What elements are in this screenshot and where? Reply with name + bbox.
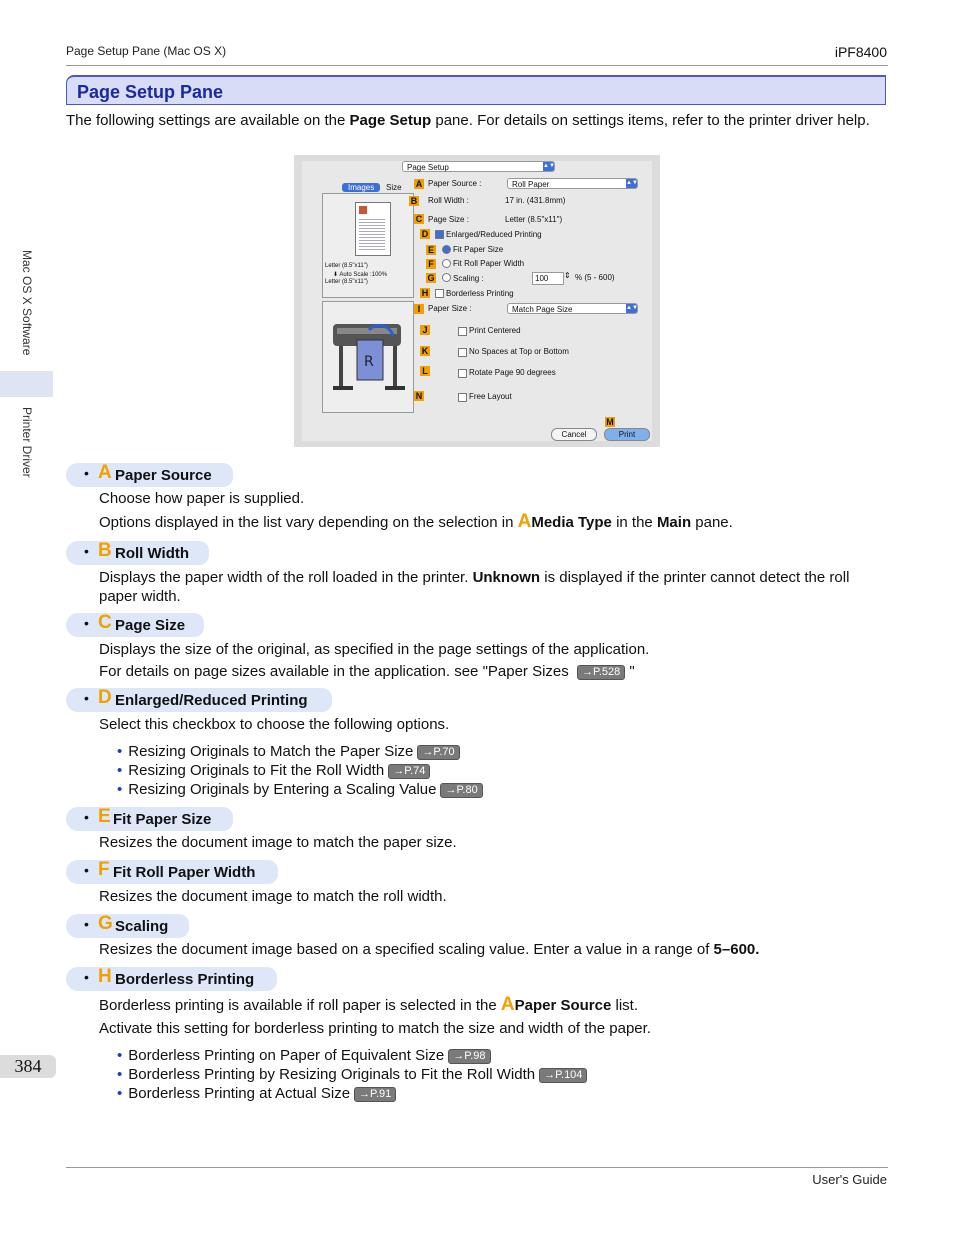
callout-tag-i: I [414, 304, 424, 314]
callout-tag-k: K [421, 346, 429, 356]
callout-tag-d: D [421, 229, 429, 239]
preview-pane [322, 193, 414, 298]
borderless-note: Activate this setting for borderless printing to match the size and width of the paper. [99, 1020, 651, 1037]
scaling-desc [99, 940, 759, 959]
desc-text-end: list. [611, 997, 638, 1014]
bullet-icon: • [84, 690, 89, 706]
running-header-model: iPF8400 [834, 44, 887, 60]
print-centered-checkbox[interactable] [458, 327, 467, 336]
callout-tag-n: N [415, 391, 423, 401]
fit-paper-label: Fit Paper Size [453, 245, 504, 254]
list-item-text: Borderless Printing on Paper of Equivalent Size [128, 1047, 445, 1064]
paper-size-value: Match Page Size [512, 305, 573, 314]
callout-tag-e: E [427, 245, 434, 255]
bullet-icon: • [84, 916, 89, 932]
scaling-range: % (5 - 600) [575, 273, 615, 282]
note-bold: Media Type [531, 514, 612, 531]
callout-tag-l: L [420, 366, 430, 376]
desc-bold: Unknown [472, 569, 541, 586]
page-size-ref-line [99, 662, 635, 681]
item-letter: D [98, 687, 112, 708]
preview-image-icon [359, 206, 367, 214]
paper-source-desc: Choose how paper is supplied. [99, 490, 305, 507]
page-size-value: Letter (8.5"x11") [505, 215, 563, 224]
scaling-label: Scaling : [453, 274, 484, 283]
dialog-panel [302, 161, 652, 441]
paper-source-label: Paper Source : [428, 179, 482, 188]
list-item [117, 780, 483, 799]
item-heading-fit-roll-width [66, 860, 278, 884]
paper-size-select[interactable] [507, 303, 638, 314]
roll-width-label: Roll Width : [428, 196, 469, 205]
item-label: Paper Source [115, 467, 212, 484]
fit-paper-desc: Resizes the document image to match the paper size. [99, 834, 457, 851]
bullet-icon: • [84, 543, 89, 559]
note-text-mid: in the [611, 514, 657, 531]
page-title: Page Setup Pane [77, 82, 224, 102]
callout-tag-b: B [410, 196, 418, 206]
list-item-text: Resizing Originals to Match the Paper Size [128, 743, 414, 760]
side-label-section: Mac OS X Software [20, 250, 34, 356]
borderless-desc [99, 995, 638, 1015]
page-setup-popup[interactable] [402, 161, 555, 172]
bullet-icon: • [84, 862, 89, 878]
fit-paper-radio[interactable] [442, 245, 451, 254]
item-heading-roll-width [66, 541, 209, 565]
page-reference-link[interactable]: →P.528 [577, 665, 625, 680]
popup-label: Page Setup [407, 163, 449, 172]
item-letter: B [98, 540, 112, 561]
list-item-text: Borderless Printing at Actual Size [128, 1085, 351, 1102]
item-heading-fit-paper-size [66, 807, 233, 831]
paper-size-label: Paper Size : [428, 304, 472, 313]
item-label: Fit Paper Size [113, 811, 212, 828]
note-bold-main: Main [656, 514, 692, 531]
intro-text: The following settings are available on the [66, 112, 350, 129]
select-arrows-icon: ▲▼ [626, 305, 638, 311]
item-label: Page Size [115, 617, 186, 634]
page-number: 384 [0, 1055, 56, 1078]
callout-tag-j: J [420, 325, 430, 335]
bullet-icon: • [117, 1085, 123, 1102]
intro-text-end: pane. For details on settings items, refer to the printer driver help. [431, 112, 870, 129]
bullet-icon: • [117, 762, 123, 779]
list-item [117, 1065, 587, 1084]
item-label: Roll Width [115, 545, 190, 562]
item-heading-paper-source [66, 463, 233, 487]
page-reference-link[interactable]: →P.80 [440, 783, 482, 798]
callout-tag-m: M [606, 417, 614, 427]
item-heading-enlarged-reduced [66, 688, 332, 712]
item-heading-page-size [66, 613, 204, 637]
tab-size[interactable]: Size [386, 183, 402, 192]
intro-paragraph [66, 111, 886, 130]
preview-source-size: Letter (8.5"x11") [325, 263, 368, 269]
header-rule [66, 65, 888, 66]
note-text-end: pane. [691, 514, 733, 531]
footer-guide-name: User's Guide [812, 1172, 887, 1187]
preview-output-size: Letter (8.5"x11") [325, 279, 368, 285]
note-text: Options displayed in the list vary depending on the selection in [99, 514, 518, 531]
cancel-button[interactable]: Cancel [551, 428, 597, 441]
list-item [117, 761, 430, 780]
popup-arrows-icon: ▲▼ [543, 163, 555, 169]
item-letter: E [98, 806, 111, 827]
printer-image-pane [322, 301, 414, 413]
paper-source-note [99, 512, 733, 532]
list-item-text: Borderless Printing by Resizing Originals to Fit the Roll Width [128, 1066, 536, 1083]
no-spaces-checkbox[interactable] [458, 348, 467, 357]
item-label: Fit Roll Paper Width [113, 864, 256, 881]
borderless-checkbox[interactable] [435, 289, 444, 298]
desc-text: Displays the paper width of the roll loaded in the printer. [99, 569, 473, 586]
paper-source-value: Roll Paper [512, 180, 550, 189]
desc-bold: Paper Source [514, 997, 612, 1014]
bullet-icon: • [117, 1047, 123, 1064]
callout-tag-c: C [415, 214, 423, 224]
enlarged-label: Enlarged/Reduced Printing [446, 230, 542, 239]
page-title-bar [66, 75, 886, 105]
scaling-radio[interactable] [442, 273, 451, 282]
footer-rule [66, 1167, 888, 1168]
paper-source-select[interactable] [507, 178, 638, 189]
bullet-icon: • [84, 615, 89, 631]
scaling-input[interactable]: 100 [532, 272, 564, 285]
select-arrows-icon: ▲▼ [626, 180, 638, 186]
bullet-icon: • [117, 743, 123, 760]
scaling-stepper-icon[interactable]: ⇕ [564, 271, 571, 280]
svg-text:R: R [364, 354, 374, 370]
desc-text: Borderless printing is available if roll paper is selected in the [99, 997, 501, 1014]
desc-bold: 5–600. [713, 941, 760, 958]
enlarged-checkbox[interactable] [435, 230, 444, 239]
bullet-icon: • [84, 809, 89, 825]
item-label: Scaling [115, 918, 169, 935]
ref-text-end: " [625, 663, 635, 680]
bullet-icon: • [84, 969, 89, 985]
rotate-label: Rotate Page 90 degrees [469, 368, 556, 377]
item-letter: F [98, 859, 110, 880]
callout-tag-g: G [427, 273, 435, 283]
printer-illustration-icon [323, 302, 413, 412]
page-size-desc: Displays the size of the original, as specified in the page settings of the application. [99, 641, 650, 658]
free-layout-label: Free Layout [469, 392, 512, 401]
page-reference-link[interactable]: →P.98 [448, 1049, 490, 1064]
page-reference-link[interactable]: →P.91 [354, 1087, 396, 1102]
page-reference-link[interactable]: →P.70 [417, 745, 459, 760]
free-layout-checkbox[interactable] [458, 393, 467, 402]
item-heading-borderless [66, 967, 277, 991]
side-tab-marker [0, 371, 53, 397]
callout-tag-h: H [421, 288, 429, 298]
item-letter: H [98, 966, 112, 987]
roll-width-value: 17 in. (431.8mm) [505, 196, 566, 205]
ref-text: For details on page sizes available in the application. see "Paper Sizes [99, 663, 573, 680]
fit-roll-radio[interactable] [442, 259, 451, 268]
desc-text: Resizes the document image based on a specified scaling value. Enter a value in a range of [99, 941, 714, 958]
item-label: Enlarged/Reduced Printing [115, 692, 308, 709]
preview-lines [359, 217, 385, 251]
bullet-icon: • [117, 781, 123, 798]
page-setup-dialog-screenshot [294, 155, 660, 447]
list-item-text: Resizing Originals by Entering a Scaling Value [128, 781, 437, 798]
roll-width-desc [99, 568, 889, 606]
item-letter: C [98, 612, 112, 633]
item-letter: A [98, 462, 112, 483]
inline-letter: A [500, 994, 515, 1015]
no-spaces-label: No Spaces at Top or Bottom [469, 347, 569, 356]
print-button[interactable]: Print [604, 428, 650, 441]
down-arrow-icon: ⬇ [333, 272, 340, 278]
preview-scale [333, 271, 387, 278]
fit-roll-label: Fit Roll Paper Width [453, 259, 525, 268]
item-heading-scaling [66, 914, 189, 938]
enlarged-desc: Select this checkbox to choose the following options. [99, 716, 450, 733]
page-reference-link[interactable]: →P.74 [388, 764, 430, 779]
list-item [117, 1084, 396, 1103]
inline-letter: A [517, 511, 532, 532]
tab-images[interactable]: Images [342, 183, 380, 192]
item-label: Borderless Printing [115, 971, 255, 988]
page-reference-link[interactable]: →P.104 [539, 1068, 587, 1083]
callout-tag-f: F [426, 259, 436, 269]
fit-roll-desc: Resizes the document image to match the roll width. [99, 888, 447, 905]
page-preview [355, 202, 391, 256]
side-label-chapter: Printer Driver [20, 407, 34, 478]
bullet-icon: • [117, 1066, 123, 1083]
intro-bold: Page Setup [349, 112, 432, 129]
preview-scale-text: Auto Scale :100% [339, 272, 388, 278]
borderless-label: Borderless Printing [446, 289, 514, 298]
desc-text-end: is displayed if the printer cannot detect the roll paper width. [99, 569, 850, 605]
page-size-label: Page Size : [428, 215, 469, 224]
list-item [117, 1046, 491, 1065]
list-item-text: Resizing Originals to Fit the Roll Width [128, 762, 385, 779]
print-centered-label: Print Centered [469, 326, 521, 335]
running-header-title: Page Setup Pane (Mac OS X) [66, 44, 227, 58]
callout-tag-a: A [415, 179, 423, 189]
bullet-icon: • [84, 465, 89, 481]
item-letter: G [98, 913, 113, 934]
rotate-checkbox[interactable] [458, 369, 467, 378]
list-item [117, 742, 460, 761]
